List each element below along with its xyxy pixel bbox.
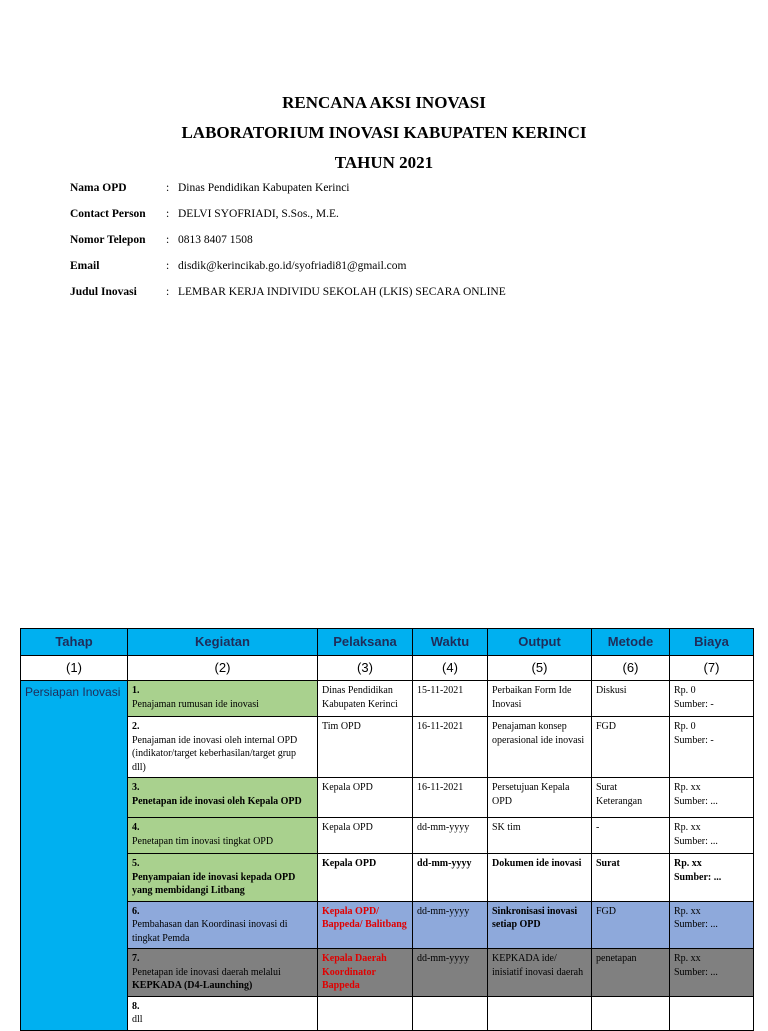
biaya-sumber: Sumber: - [674, 698, 714, 710]
kegiatan-cell [128, 818, 318, 854]
biaya-sumber: Sumber: ... [674, 795, 718, 807]
metode-cell [592, 996, 670, 1030]
kegiatan-cell [128, 996, 318, 1030]
biaya-cell [670, 996, 754, 1030]
column-number-row [21, 656, 754, 681]
biaya-sumber: Sumber: ... [674, 919, 718, 930]
doc-title-line3: TAHUN 2021 [334, 153, 434, 172]
row-number: 2. [132, 721, 140, 732]
biaya-value: Rp. xx [674, 858, 702, 869]
info-row-nama-opd [70, 182, 506, 208]
pelaksana-cell: Kepala OPD [318, 778, 413, 818]
col-header-kegiatan: Kegiatan [128, 629, 318, 656]
col-header-biaya: Biaya [670, 629, 754, 656]
kegiatan-cell [128, 717, 318, 778]
output-cell: Perbaikan Form Ide Inovasi [488, 681, 592, 717]
table-row [21, 949, 754, 997]
col-header-output: Output [488, 629, 592, 656]
pelaksana-cell [318, 996, 413, 1030]
biaya-value: Rp. xx [674, 905, 701, 917]
doc-title-line2: LABORATORIUM INOVASI KABUPATEN KERINCI [181, 123, 587, 142]
kegiatan-text: dll [132, 1014, 143, 1025]
col-header-pelaksana: Pelaksana [318, 629, 413, 656]
info-value: disdik@kerincikab.go.id/syofriadi81@gmail.com [178, 260, 407, 272]
row-number: 6. [132, 905, 140, 917]
table-row [21, 854, 754, 902]
kegiatan-text: Penyampaian ide inovasi kepada OPD yang membidangi Litbang [132, 871, 296, 896]
waktu-cell [413, 996, 488, 1030]
kegiatan-cell [128, 854, 318, 902]
biaya-cell [670, 949, 754, 997]
info-colon: : [166, 260, 170, 272]
kegiatan-cell [128, 681, 318, 717]
col-header-tahap: Tahap [21, 629, 128, 656]
tahap-cell: Persiapan Inovasi [21, 681, 128, 1031]
col-number: (6) [592, 656, 670, 681]
table-row [21, 778, 754, 818]
info-value: Dinas Pendidikan Kabupaten Kerinci [178, 182, 350, 194]
biaya-cell [670, 717, 754, 778]
kegiatan-cell [128, 901, 318, 949]
info-row-nomor-telepon [70, 234, 506, 260]
metode-cell: FGD [592, 901, 670, 949]
table-row [21, 681, 754, 717]
pelaksana-cell: Kepala OPD/ Bappeda/ Balitbang [318, 901, 413, 949]
info-label: Nomor Telepon [70, 234, 146, 246]
col-number: (2) [128, 656, 318, 681]
biaya-cell [670, 818, 754, 854]
info-row-email [70, 260, 506, 286]
info-label: Contact Person [70, 208, 146, 220]
biaya-sumber: Sumber: - [674, 734, 714, 746]
waktu-cell: dd-mm-yyyy [413, 949, 488, 997]
biaya-value: Rp. xx [674, 782, 701, 793]
kegiatan-text: Pembahasan dan Koordinasi inovasi di tingkat Pemda [132, 919, 288, 944]
info-value: 0813 8407 1508 [178, 234, 253, 246]
metode-cell: Surat [592, 854, 670, 902]
col-header-metode: Metode [592, 629, 670, 656]
pelaksana-cell: Kepala OPD [318, 818, 413, 854]
col-number: (7) [670, 656, 754, 681]
info-value: LEMBAR KERJA INDIVIDU SEKOLAH (LKIS) SECARA ONLINE [178, 286, 506, 298]
col-number: (4) [413, 656, 488, 681]
col-header-waktu: Waktu [413, 629, 488, 656]
col-number: (5) [488, 656, 592, 681]
pelaksana-cell: Tim OPD [318, 717, 413, 778]
metode-cell: Diskusi [592, 681, 670, 717]
info-block [70, 182, 506, 312]
info-colon: : [166, 182, 170, 194]
info-colon: : [166, 208, 170, 220]
row-number: 4. [132, 822, 140, 833]
info-row-judul-inovasi [70, 286, 506, 312]
biaya-cell [670, 681, 754, 717]
table-row [21, 901, 754, 949]
waktu-cell: dd-mm-yyyy [413, 901, 488, 949]
kegiatan-text [132, 966, 312, 993]
kegiatan-text: Penajaman ide inovasi oleh internal OPD (indikator/target keberhasilan/target grup dll) [132, 734, 298, 773]
waktu-cell: dd-mm-yyyy [413, 854, 488, 902]
metode-cell: penetapan [592, 949, 670, 997]
info-row-contact-person [70, 208, 506, 234]
kegiatan-text: Penetapan ide inovasi oleh Kepala OPD [132, 795, 302, 807]
info-label: Nama OPD [70, 182, 127, 194]
metode-cell: FGD [592, 717, 670, 778]
biaya-value: Rp. 0 [674, 721, 696, 732]
waktu-cell: 15-11-2021 [413, 681, 488, 717]
action-plan-table [20, 628, 754, 1031]
biaya-cell [670, 778, 754, 818]
kegiatan-text: Penajaman rumusan ide inovasi [132, 698, 259, 710]
biaya-sumber: Sumber: ... [674, 835, 718, 847]
kegiatan-cell [128, 949, 318, 997]
row-number: 5. [132, 858, 140, 869]
row-number: 1. [132, 685, 140, 696]
kegiatan-text: Penetapan tim inovasi tingkat OPD [132, 835, 274, 847]
col-number: (1) [21, 656, 128, 681]
col-number: (3) [318, 656, 413, 681]
output-cell: Penajaman konsep operasional ide inovasi [488, 717, 592, 778]
output-cell [488, 996, 592, 1030]
doc-title-line1: RENCANA AKSI INOVASI [282, 93, 486, 112]
info-value: DELVI SYOFRIADI, S.Sos., M.E. [178, 208, 339, 220]
waktu-cell: 16-11-2021 [413, 778, 488, 818]
output-cell: KEPKADA ide/ inisiatif inovasi daerah [488, 949, 592, 997]
info-colon: : [166, 286, 170, 298]
output-cell: Sinkronisasi inovasi setiap OPD [488, 901, 592, 949]
kegiatan-cell [128, 778, 318, 818]
pelaksana-cell: Kepala OPD [318, 854, 413, 902]
biaya-cell [670, 901, 754, 949]
kegiatan-text-bold: KEPKADA (D4-Launching) [132, 980, 253, 991]
biaya-cell [670, 854, 754, 902]
table-row [21, 717, 754, 778]
row-number: 3. [132, 782, 140, 793]
biaya-sumber: Sumber: ... [674, 966, 718, 978]
output-cell: SK tim [488, 818, 592, 854]
row-number: 8. [132, 1000, 140, 1012]
metode-cell: - [592, 818, 670, 854]
info-label: Judul Inovasi [70, 286, 137, 298]
info-label: Email [70, 260, 100, 272]
metode-cell: Surat Keterangan [592, 778, 670, 818]
waktu-cell: 16-11-2021 [413, 717, 488, 778]
kegiatan-text-pre: Penetapan ide inovasi daerah melalui [132, 966, 281, 978]
row-number: 7. [132, 953, 140, 964]
waktu-cell: dd-mm-yyyy [413, 818, 488, 854]
output-cell: Dokumen ide inovasi [488, 854, 592, 902]
biaya-value: Rp. 0 [674, 685, 696, 696]
biaya-value: Rp. xx [674, 822, 701, 833]
pelaksana-cell: Kepala Daerah Koordinator Bappeda [318, 949, 413, 997]
table-row [21, 818, 754, 854]
info-colon: : [166, 234, 170, 246]
table-row [21, 996, 754, 1030]
biaya-value: Rp. xx [674, 953, 701, 964]
pelaksana-cell: Dinas Pendidikan Kabupaten Kerinci [318, 681, 413, 717]
output-cell: Persetujuan Kepala OPD [488, 778, 592, 818]
biaya-sumber: Sumber: ... [674, 871, 722, 883]
table-header-row [21, 629, 754, 656]
